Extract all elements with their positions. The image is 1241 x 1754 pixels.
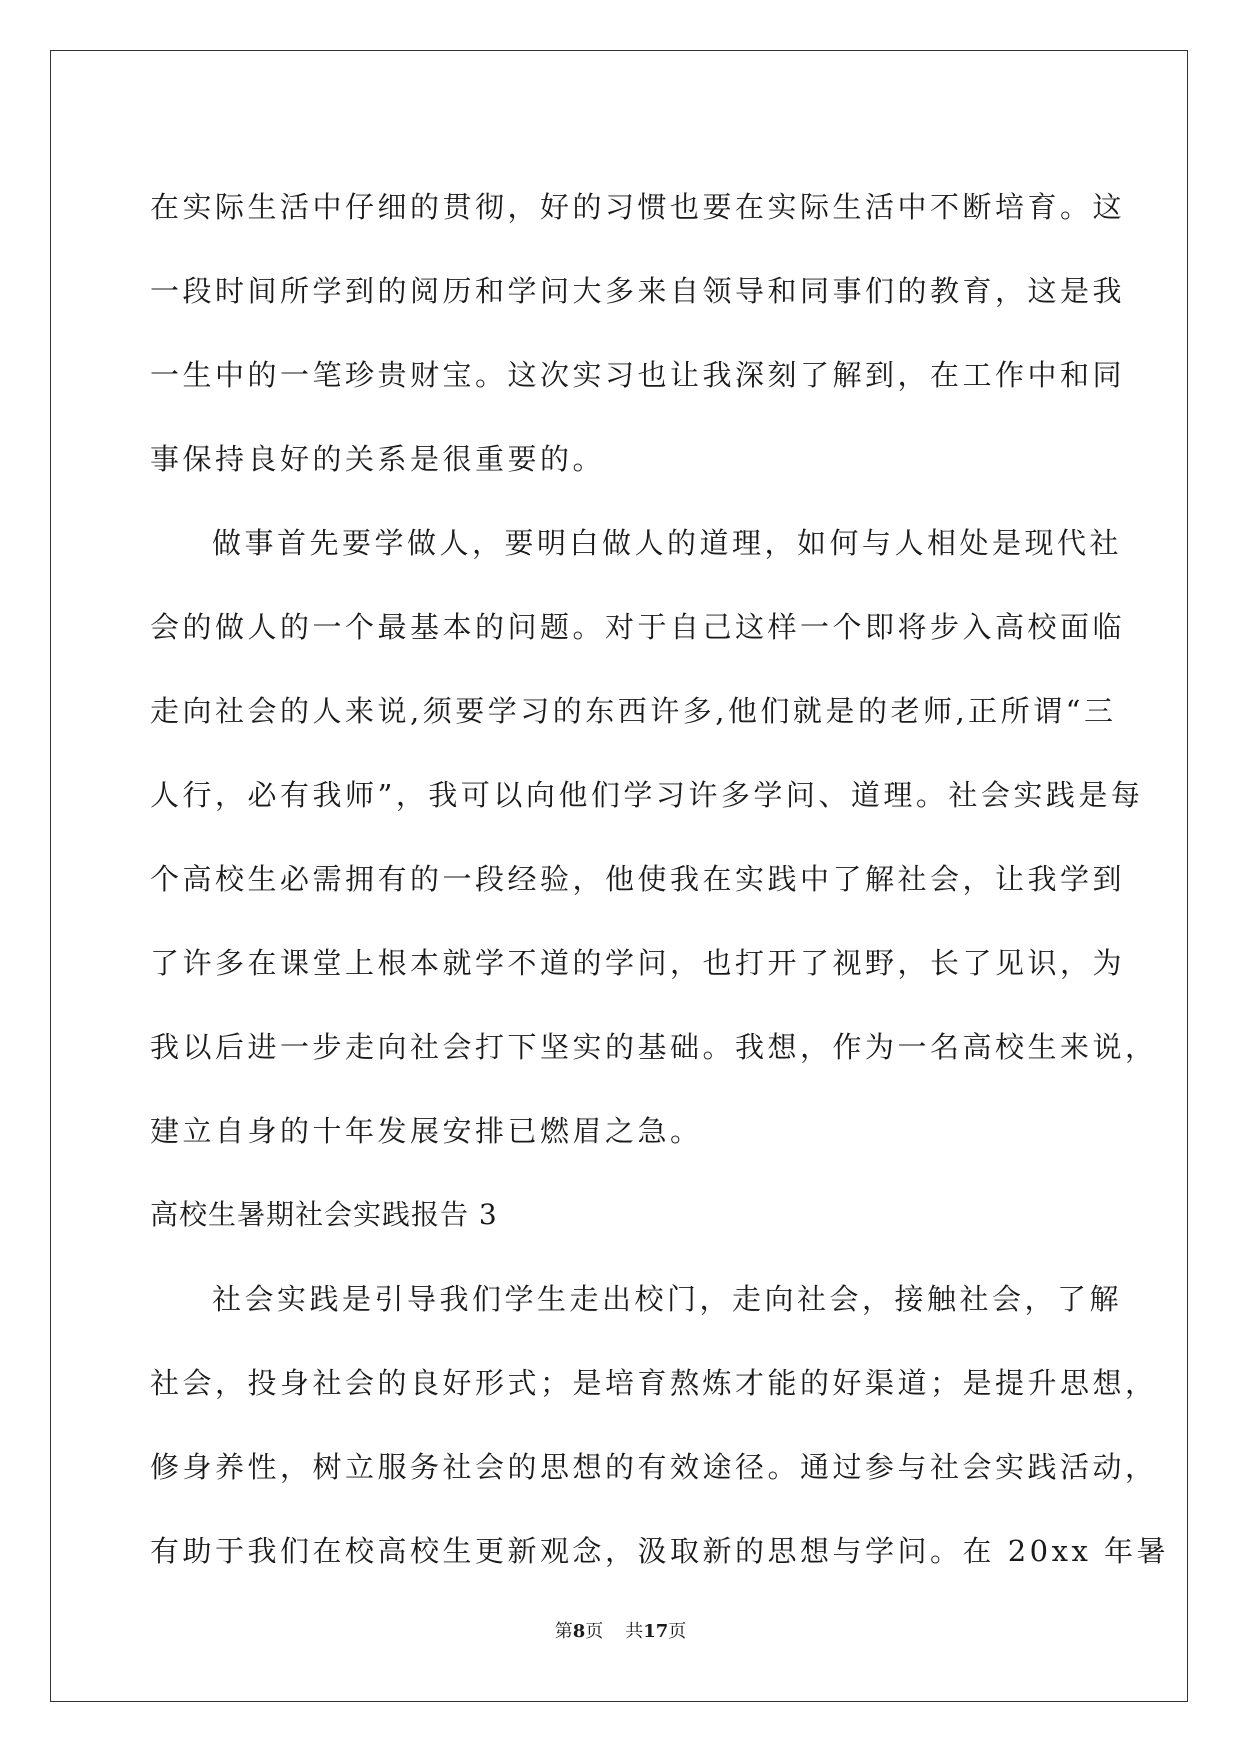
total-prefix: 共 <box>625 1621 644 1642</box>
paragraph-3 <box>150 1257 1170 1593</box>
document-body <box>150 165 1170 1593</box>
text-line: 走向社会的人来说,须要学习的东西许多,他们就是的老师,正所谓“三 <box>150 694 1117 728</box>
text-line: 一生中的一笔珍贵财宝。这次实习也让我深刻了解到，在工作中和同 <box>150 358 1126 392</box>
text-line: 在实际生活中仔细的贯彻，好的习惯也要在实际生活中不断培育。这 <box>150 190 1126 224</box>
page-prefix: 第 <box>554 1621 573 1642</box>
page-footer <box>0 1620 1241 1644</box>
text-line: 人行，必有我师”，我可以向他们学习许多学问、道理。社会实践是每 <box>150 778 1144 812</box>
text-line: 个高校生必需拥有的一段经验，他使我在实践中了解社会，让我学到 <box>150 862 1126 896</box>
text-line: 社会实践是引导我们学生走出校门，走向社会，接触社会，了解 <box>212 1282 1123 1316</box>
section-title: 高校生暑期社会实践报告 3 <box>150 1198 498 1231</box>
total-pages: 17 <box>643 1621 669 1642</box>
paragraph-2 <box>150 501 1158 1173</box>
page-number: 8 <box>572 1621 586 1642</box>
text-line: 一段时间所学到的阅历和学问大多来自领导和同事们的教育，这是我 <box>150 274 1126 308</box>
text-line: 修身养性，树立服务社会的思想的有效途径。通过参与社会实践活动， <box>150 1450 1158 1484</box>
text-line: 做事首先要学做人，要明白做人的道理，如何与人相处是现代社 <box>212 526 1123 560</box>
text-line: 了许多在课堂上根本就学不道的学问，也打开了视野，长了见识，为 <box>150 946 1126 980</box>
text-line: 事保持良好的关系是很重要的。 <box>150 442 606 476</box>
text-line: 会的做人的一个最基本的问题。对于自己这样一个即将步入高校面临 <box>150 610 1126 644</box>
text-line: 有助于我们在校高校生更新观念，汲取新的思想与学问。在 20xx 年暑 <box>150 1534 1170 1568</box>
paragraph-1 <box>150 165 1126 501</box>
text-line: 社会，投身社会的良好形式；是培育熬炼才能的好渠道；是提升思想， <box>150 1366 1158 1400</box>
page-suffix: 页 <box>585 1621 604 1642</box>
text-line: 建立自身的十年发展安排已燃眉之急。 <box>150 1114 703 1148</box>
text-line: 我以后进一步走向社会打下坚实的基础。我想，作为一名高校生来说， <box>150 1030 1158 1064</box>
total-suffix: 页 <box>668 1621 687 1642</box>
